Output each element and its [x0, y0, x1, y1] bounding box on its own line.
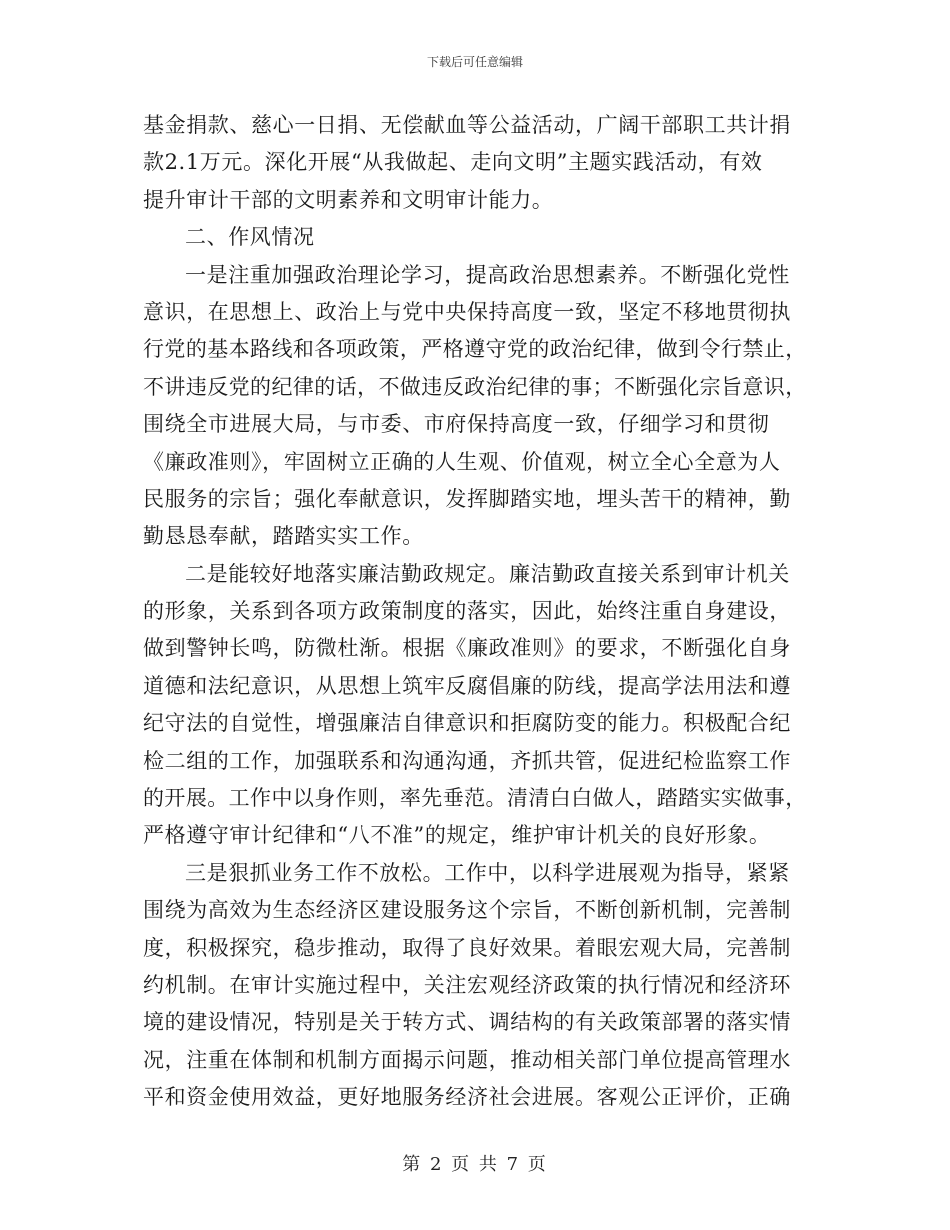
text-line: 的形象，关系到各项方政策制度的落实，因此，始终注重自身建设， — [143, 599, 791, 624]
text-line: 的开展。工作中以身作则，率先垂范。清清白白做人，踏踏实实做事， — [143, 786, 807, 811]
text-line: 道德和法纪意识，从思想上筑牢反腐倡廉的防线，提高学法用法和遵 — [143, 673, 791, 698]
text-line: 款2.1万元。深化开展“从我做起、走向文明”主题实践活动，有效 — [143, 150, 763, 175]
text-line: 不讲违反党的纪律的话，不做违反政治纪律的事；不断强化宗旨意识， — [143, 374, 807, 399]
text-line: 围绕全市进展大局，与市委、市府保持高度一致，仔细学习和贯彻 — [143, 412, 770, 437]
text-line: 《廉政准则》，牢固树立正确的人生观、价值观，树立全心全意为人 — [143, 449, 781, 474]
text-line: 检二组的工作，加强联系和沟通沟通，齐抓共管，促进纪检监察工作 — [143, 748, 791, 773]
text-line: 境的建设情况，特别是关于转方式、调结构的有关政策部署的落实情 — [143, 1010, 791, 1035]
text-line: 勤恳恳奉献，踏踏实实工作。 — [143, 524, 424, 549]
text-line: 三是狠抓业务工作不放松。工作中，以科学进展观为指导，紧紧 — [185, 860, 790, 885]
text-line: 意识，在思想上、政治上与党中央保持高度一致，坚定不移地贯彻执 — [143, 299, 791, 324]
text-line: 行党的基本路线和各项政策，严格遵守党的政治纪律，做到令行禁止， — [143, 337, 807, 362]
text-line: 二是能较好地落实廉洁勤政规定。廉洁勤政直接关系到审计机关 — [185, 561, 790, 586]
text-line: 基金捐款、慈心一日捐、无偿献血等公益活动，广阔干部职工共计捐 — [143, 113, 791, 137]
header-note: 下载后可任意编辑 — [426, 55, 523, 69]
text-line: 度，积极探究，稳步推动，取得了良好效果。着眼宏观大局，完善制 — [143, 935, 791, 960]
document-body — [143, 107, 807, 1117]
text-line: 严格遵守审计纪律和“八不准”的规定，维护审计机关的良好形象。 — [143, 823, 771, 848]
text-line: 民服务的宗旨；强化奉献意识，发挥脚踏实地，埋头苦干的精神，勤 — [143, 486, 791, 511]
text-line: 况，注重在体制和机制方面揭示问题，推动相关部门单位提高管理水 — [143, 1047, 791, 1072]
page-number: 第 2 页 共 7 页 — [402, 1154, 548, 1175]
text-line: 约机制。在审计实施过程中，关注宏观经济政策的执行情况和经济环 — [143, 972, 791, 997]
text-line: 做到警钟长鸣，防微杜渐。根据《廉政准则》的要求，不断强化自身 — [143, 636, 791, 661]
text-line: 二、作风情况 — [185, 225, 315, 250]
text-line: 纪守法的自觉性，增强廉洁自律意识和拒腐防变的能力。积极配合纪 — [143, 711, 791, 736]
text-line: 围绕为高效为生态经济区建设服务这个宗旨，不断创新机制，完善制 — [143, 898, 791, 923]
text-line: 平和资金使用效益，更好地服务经济社会进展。客观公正评价，正确 — [143, 1085, 791, 1110]
text-line: 提升审计干部的文明素养和文明审计能力。 — [143, 187, 554, 212]
text-line: 一是注重加强政治理论学习，提高政治思想素养。不断强化党性 — [185, 262, 790, 287]
